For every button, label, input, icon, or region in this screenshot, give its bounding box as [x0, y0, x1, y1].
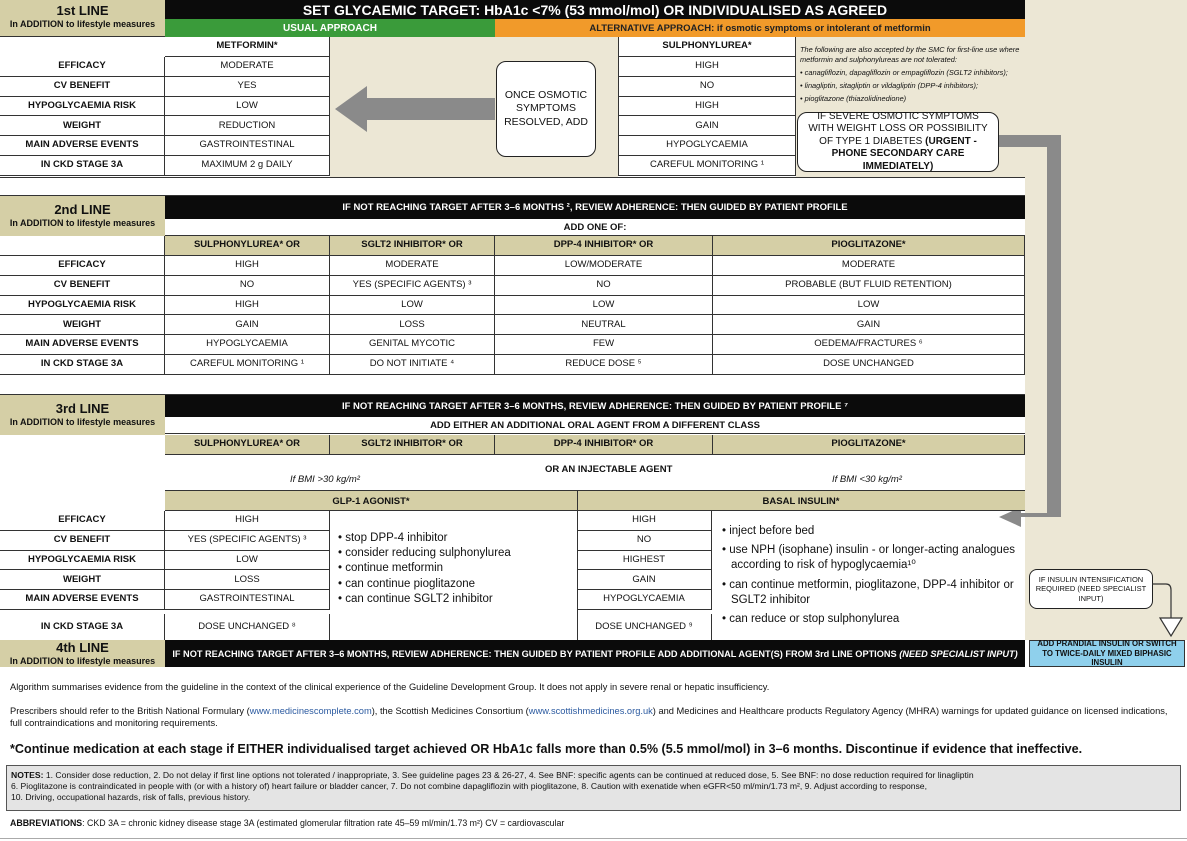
- glp1-value: LOW: [165, 551, 330, 571]
- severe-symptoms-text: IF SEVERE OSMOTIC SYMPTOMS WITH WEIGHT LOSS OR POSSIBILITY OF TYPE 1 DIABETES: [808, 110, 988, 147]
- drug-value: PROBABLE (BUT FLUID RETENTION): [713, 276, 1025, 296]
- prescribers-text: ) and Medicines and Healthcare products Regulatory Agency (MHRA) warnings for updated guidance on licensed indications, full contraindications and monitoring requirements.: [10, 706, 1168, 728]
- glp1-bullet: • stop DPP-4 inhibitor: [338, 532, 448, 544]
- row-label: WEIGHT: [0, 116, 165, 136]
- urgent-phone-text: (URGENT - PHONE SECONDARY CARE IMMEDIATELY): [831, 135, 977, 172]
- basal-bullet-text: can continue metformin, pioglitazone, DPP-4 inhibitor or SGLT2 inhibitor: [729, 578, 1014, 606]
- row-label: WEIGHT: [0, 570, 165, 590]
- first-line-title: 1st LINE: [56, 3, 109, 18]
- glp1-value: LOSS: [165, 570, 330, 590]
- metformin-value: MODERATE: [165, 57, 330, 77]
- row-label: IN CKD STAGE 3A: [0, 614, 165, 640]
- once-osmotic-box: ONCE OSMOTIC SYMPTOMS RESOLVED, ADD: [496, 61, 596, 157]
- drug-value: HYPOGLYCAEMIA: [165, 335, 330, 355]
- glp1-bullet: • can continue pioglitazone: [338, 577, 476, 590]
- smc-link[interactable]: www.scottishmedicines.org.uk: [528, 706, 653, 716]
- row-label: MAIN ADVERSE EVENTS: [0, 590, 165, 610]
- row-label: MAIN ADVERSE EVENTS: [0, 335, 165, 355]
- glp1-bullet: • consider reducing sulphonylurea: [338, 547, 511, 560]
- glp1-bullets: [338, 531, 574, 607]
- second-line-label-box: [0, 196, 165, 236]
- row-label: CV BENEFIT: [0, 531, 165, 551]
- smc-item-text: pioglitazone (thiazolidinedione): [804, 93, 907, 103]
- metformin-value: LOW: [165, 97, 330, 117]
- drug-value: DO NOT INITIATE ⁴: [330, 355, 495, 375]
- drug-header: SULPHONYLUREA* OR: [165, 236, 330, 256]
- basal-value: HIGH: [577, 511, 712, 531]
- fourth-line-banner-text: IF NOT REACHING TARGET AFTER 3–6 MONTHS, REVIEW ADHERENCE: THEN GUIDED BY PATIENT PROFILE ADD ADDITIONAL AGENT(S) FROM 3rd LINE OPTIONS: [172, 648, 900, 659]
- row-label: IN CKD STAGE 3A: [0, 156, 165, 176]
- row-label: WEIGHT: [0, 315, 165, 335]
- drug-header: SULPHONYLUREA* OR: [165, 435, 330, 455]
- drug-value: NO: [165, 276, 330, 296]
- drug-header: PIOGLITAZONE*: [713, 236, 1025, 256]
- fourth-line-banner: [165, 640, 1025, 667]
- bnf-link[interactable]: www.medicinescomplete.com: [249, 706, 372, 716]
- row-label: CV BENEFIT: [0, 77, 165, 97]
- add-one-of: ADD ONE OF:: [165, 219, 1025, 236]
- or-injectable: OR AN INJECTABLE AGENT: [545, 464, 673, 475]
- basal-value: GAIN: [577, 570, 712, 590]
- left-arrow-icon: [335, 86, 495, 132]
- third-line-subtitle: In ADDITION to lifestyle measures: [9, 416, 156, 427]
- smc-item-2: • pioglitazone (thiazolidinedione): [800, 93, 907, 103]
- drug-value: YES (SPECIFIC AGENTS) ³: [330, 276, 495, 296]
- blank-header: [0, 236, 165, 256]
- fourth-line-title: 4th LINE: [56, 640, 109, 655]
- third-line-label-box: [0, 395, 165, 435]
- drug-value: HIGH: [165, 256, 330, 276]
- basal-bullet-text: use NPH (isophane) insulin - or longer-acting analogues according to risk of hypoglycaemia¹⁰: [729, 544, 1015, 572]
- divider: [0, 838, 1187, 839]
- glp1-bullet: • can continue SGLT2 inhibitor: [338, 592, 493, 605]
- glp1-bullet-text: can continue SGLT2 inhibitor: [345, 592, 493, 605]
- row-label: IN CKD STAGE 3A: [0, 355, 165, 375]
- notes-text: 10. Driving, occupational hazards, risk of falls, previous history.: [11, 792, 251, 803]
- drug-value: NO: [495, 276, 713, 296]
- drug-value: LOW: [330, 296, 495, 316]
- su-value: GAIN: [618, 116, 796, 136]
- alternative-approach-banner: ALTERNATIVE APPROACH: if osmotic symptoms or intolerant of metformin: [495, 19, 1025, 37]
- glp1-value: HIGH: [165, 511, 330, 531]
- glp1-value: YES (SPECIFIC AGENTS) ³: [165, 531, 330, 551]
- drug-header: DPP-4 INHIBITOR* OR: [495, 435, 713, 455]
- drug-value: GAIN: [713, 315, 1025, 335]
- metformin-value: MAXIMUM 2 g DAILY: [165, 156, 330, 176]
- prescribers-text: ), the Scottish Medicines Consortium (: [371, 706, 529, 716]
- row-label: MAIN ADVERSE EVENTS: [0, 136, 165, 156]
- smc-note: [800, 45, 1022, 104]
- fourth-line-subtitle: In ADDITION to lifestyle measures: [9, 655, 156, 666]
- basal-bullets: [722, 524, 1022, 631]
- prescribers-text: Prescribers should refer to the British National Formulary (: [10, 706, 250, 716]
- prandial-insulin-box: ADD PRANDIAL INSULIN OR SWITCH TO TWICE-DAILY MIXED BIPHASIC INSULIN: [1029, 640, 1185, 667]
- basal-bullet-text: inject before bed: [729, 525, 815, 537]
- glp1-value: DOSE UNCHANGED ⁸: [165, 614, 330, 640]
- drug-header: PIOGLITAZONE*: [713, 435, 1025, 455]
- basal-value: HIGHEST: [577, 551, 712, 571]
- drug-header: DPP-4 INHIBITOR* OR: [495, 236, 713, 256]
- notes-text: 6. Pioglitazone is contraindicated in people with (or with a history of) heart failure or bladder cancer, 7. Do not combine dapagliflozin with pioglitazone, 8. Caution with exenatide when eGFR<50 ml/min/1.73 m², 9. Adjust according to response,: [11, 781, 927, 792]
- metformin-value: GASTROINTESTINAL: [165, 136, 330, 156]
- drug-value: LOSS: [330, 315, 495, 335]
- abbreviations-text: : CKD 3A = chronic kidney disease stage 3A (estimated glomerular filtration rate 45–59 ml/min/1.73 m²) CV = cardiovascular: [82, 818, 565, 828]
- down-arrow-icon: [1152, 582, 1184, 640]
- bmi-greater: If BMI >30 kg/m²: [290, 474, 360, 485]
- smc-item-text: canagliflozin, dapagliflozin or empagliflozin (SGLT2 inhibitors);: [804, 67, 1008, 77]
- first-line-label-box: [0, 0, 165, 37]
- basal-bullet: • use NPH (isophane) insulin - or longer-acting analogues according to risk of hypoglycaemia¹⁰: [722, 544, 1015, 572]
- fourth-line-label-box: [0, 640, 165, 667]
- su-value: HIGH: [618, 57, 796, 77]
- abbreviations-label: ABBREVIATIONS: [10, 818, 83, 828]
- basal-bullet-text: can reduce or stop sulphonylurea: [729, 612, 900, 625]
- basal-bullet: • can reduce or stop sulphonylurea: [722, 612, 900, 625]
- su-header: SULPHONYLUREA*: [618, 37, 796, 57]
- glp1-bullet-text: stop DPP-4 inhibitor: [345, 532, 448, 544]
- second-line-subtitle: In ADDITION to lifestyle measures: [9, 217, 156, 228]
- third-line-banner: IF NOT REACHING TARGET AFTER 3–6 MONTHS, REVIEW ADHERENCE: THEN GUIDED BY PATIENT PROFILE ⁷: [165, 395, 1025, 417]
- metformin-header: METFORMIN*: [165, 37, 330, 57]
- basal-bullet: • can continue metformin, pioglitazone, DPP-4 inhibitor or SGLT2 inhibitor: [722, 578, 1014, 606]
- basal-bullet: • inject before bed: [722, 525, 815, 537]
- basal-value: NO: [577, 531, 712, 551]
- usual-approach-banner: USUAL APPROACH: [165, 19, 495, 37]
- notes-box: [6, 765, 1181, 811]
- basal-value: HYPOGLYCAEMIA: [577, 590, 712, 610]
- drug-value: OEDEMA/FRACTURES ⁶: [713, 335, 1025, 355]
- drug-value: FEW: [495, 335, 713, 355]
- drug-value: REDUCE DOSE ⁵: [495, 355, 713, 375]
- drug-header: SGLT2 INHIBITOR* OR: [330, 236, 495, 256]
- smc-item-0: • canagliflozin, dapagliflozin or empagliflozin (SGLT2 inhibitors);: [800, 67, 1008, 77]
- smc-item-text: linagliptin, sitagliptin or vildagliptin (DPP-4 inhibitors);: [804, 80, 979, 90]
- glp1-bullet-text: can continue pioglitazone: [345, 577, 476, 590]
- divider: [0, 177, 1025, 178]
- second-line-banner: IF NOT REACHING TARGET AFTER 3–6 MONTHS ², REVIEW ADHERENCE: THEN GUIDED BY PATIENT PROFILE: [165, 196, 1025, 219]
- glp1-bullet-text: continue metformin: [345, 562, 444, 575]
- drug-value: DOSE UNCHANGED: [713, 355, 1025, 375]
- second-line-title: 2nd LINE: [54, 202, 111, 217]
- su-value: HIGH: [618, 97, 796, 117]
- row-label: EFFICACY: [0, 256, 165, 276]
- smc-note-text: The following are also accepted by the SMC for first-line use where metformin and sulphonylureas are not tolerated:: [800, 45, 1020, 64]
- drug-value: HIGH: [165, 296, 330, 316]
- row-label: EFFICACY: [0, 57, 165, 77]
- drug-value: LOW: [713, 296, 1025, 316]
- glp1-bullet-text: consider reducing sulphonylurea: [345, 547, 511, 560]
- add-either: [165, 417, 1025, 434]
- su-value: NO: [618, 77, 796, 97]
- basal-insulin-header: BASAL INSULIN*: [762, 495, 840, 507]
- metformin-value: REDUCTION: [165, 116, 330, 136]
- row-label: HYPOGLYCAEMIA RISK: [0, 97, 165, 117]
- drug-value: LOW/MODERATE: [495, 256, 713, 276]
- row-label: HYPOGLYCAEMIA RISK: [0, 551, 165, 571]
- drug-header: SGLT2 INHIBITOR* OR: [330, 435, 495, 455]
- smc-item-1: • linagliptin, sitagliptin or vildagliptin (DPP-4 inhibitors);: [800, 80, 979, 90]
- abbreviations: [10, 818, 1180, 829]
- algorithm-summary: Algorithm summarises evidence from the guideline in the context of the clinical experience of the Guideline Development Group. It does not apply in severe renal or hepatic insufficiency.: [10, 682, 770, 692]
- continue-medication: *Continue medication at each stage if EITHER individualised target achieved OR HbA1c falls more than 0.5% (5.5 mmol/mol) in 3–6 months. Discontinue if evidence that ineffective.: [10, 742, 1083, 756]
- severe-symptoms-box: [797, 112, 999, 172]
- third-line-title: 3rd LINE: [55, 401, 110, 416]
- drug-value: NEUTRAL: [495, 315, 713, 335]
- row-label: HYPOGLYCAEMIA RISK: [0, 296, 165, 316]
- first-line-subtitle: In ADDITION to lifestyle measures: [9, 18, 156, 29]
- drug-value: GAIN: [165, 315, 330, 335]
- glp1-bullet: • continue metformin: [338, 562, 444, 575]
- row-label: EFFICACY: [0, 511, 165, 531]
- basal-value: DOSE UNCHANGED ⁹: [577, 614, 712, 640]
- drug-value: LOW: [495, 296, 713, 316]
- metformin-value: YES: [165, 77, 330, 97]
- insulin-intensification-box: IF INSULIN INTENSIFICATION REQUIRED (NEED SPECIALIST INPUT): [1029, 569, 1153, 609]
- notes-label: NOTES:: [11, 770, 46, 780]
- specialist-input-text: (NEED SPECIALIST INPUT): [899, 648, 1018, 659]
- glycaemic-target-title: SET GLYCAEMIC TARGET: HbA1c <7% (53 mmol/mol) OR INDIVIDUALISED AS AGREED: [165, 0, 1025, 19]
- drug-value: MODERATE: [713, 256, 1025, 276]
- add-either-text: ADD EITHER AN ADDITIONAL ORAL AGENT FROM A DIFFERENT CLASS: [430, 419, 760, 431]
- su-value: HYPOGLYCAEMIA: [618, 136, 796, 156]
- prescribers-note: [10, 706, 1180, 729]
- glp1-header: GLP-1 AGONIST*: [332, 495, 410, 507]
- bmi-less: If BMI <30 kg/m²: [832, 474, 902, 485]
- drug-value: GENITAL MYCOTIC: [330, 335, 495, 355]
- drug-value: MODERATE: [330, 256, 495, 276]
- su-value: CAREFUL MONITORING ¹: [618, 156, 796, 176]
- glp1-value: GASTROINTESTINAL: [165, 590, 330, 610]
- row-label: CV BENEFIT: [0, 276, 165, 296]
- drug-value: CAREFUL MONITORING ¹: [165, 355, 330, 375]
- notes-text: 1. Consider dose reduction, 2. Do not delay if first line options not tolerated / inappropriate, 3. See guideline pages 23 & 26-27, 4. See BNF: specific agents can be continued at reduced dose, 5. See BNF: no dose reduction required for linagliptin: [45, 770, 974, 780]
